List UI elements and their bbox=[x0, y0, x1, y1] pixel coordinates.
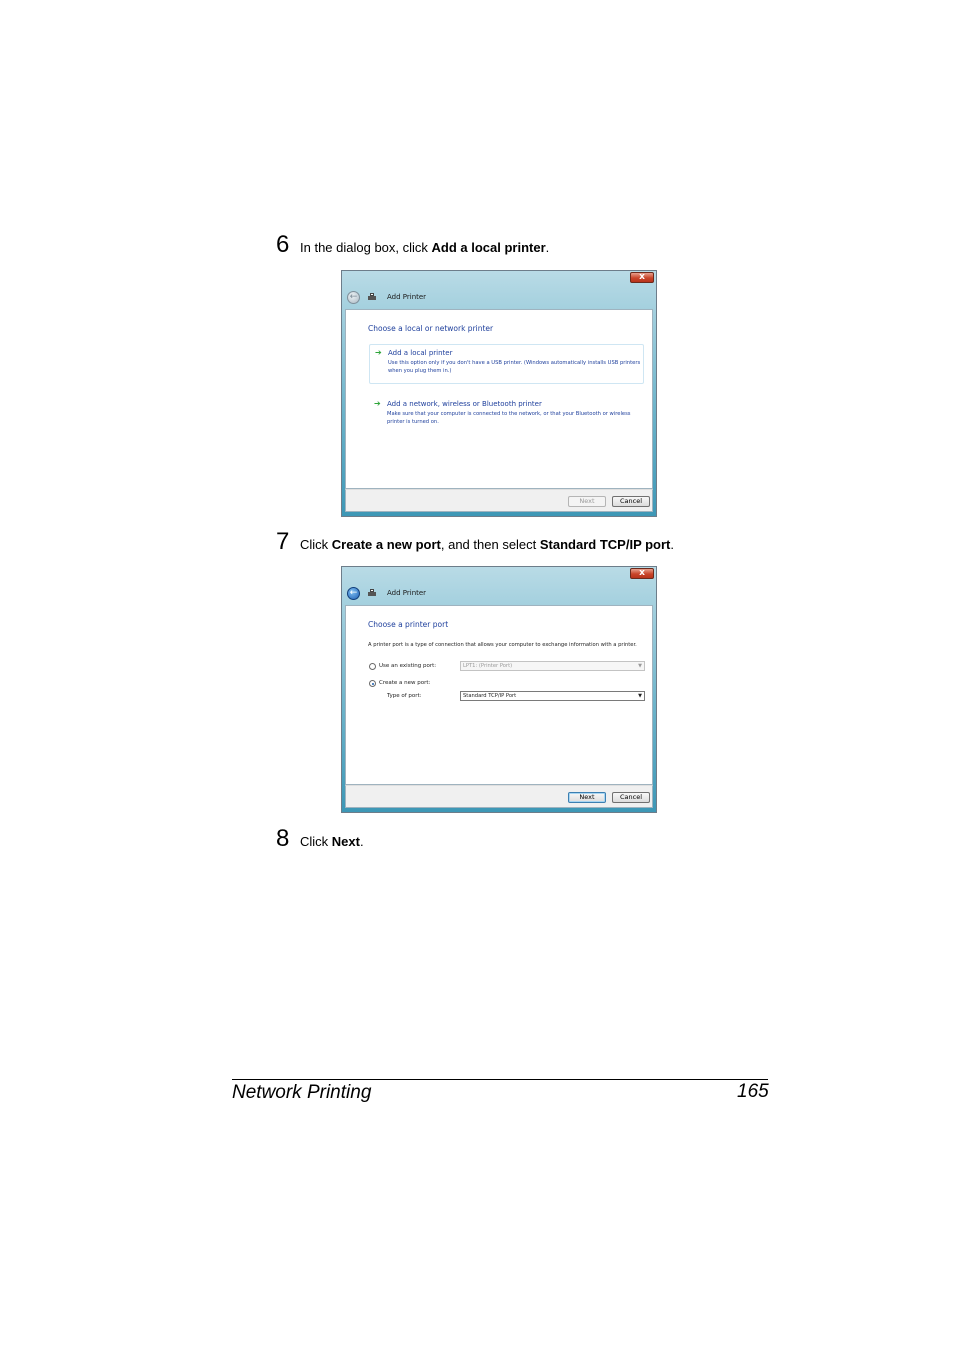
title-bar bbox=[342, 567, 656, 605]
back-button[interactable]: ← bbox=[347, 587, 360, 600]
next-button[interactable]: Next bbox=[568, 792, 606, 803]
close-button[interactable]: x bbox=[630, 272, 654, 283]
add-network-printer-option[interactable] bbox=[369, 396, 644, 432]
footer-divider bbox=[232, 1079, 768, 1080]
add-printer-dialog-2 bbox=[341, 566, 657, 813]
back-button[interactable]: ← bbox=[347, 291, 360, 304]
page-number: 165 bbox=[737, 1081, 769, 1102]
existing-port-label: Use an existing port: bbox=[379, 663, 437, 669]
existing-port-select[interactable] bbox=[460, 661, 645, 671]
dialog-heading: Choose a printer port bbox=[368, 620, 449, 629]
step-number: 6 bbox=[276, 231, 290, 258]
printer-icon bbox=[368, 293, 376, 301]
step-number: 8 bbox=[276, 825, 290, 852]
existing-port-radio[interactable] bbox=[369, 663, 376, 670]
footer-section-title: Network Printing bbox=[232, 1082, 372, 1103]
port-description: A printer port is a type of connection that allows your computer to exchange information with a printer. bbox=[368, 642, 637, 648]
step-instruction: In the dialog box, click Add a local printer. bbox=[300, 240, 550, 255]
dialog-content bbox=[345, 309, 653, 489]
option-description: Make sure that your computer is connected to the network, or that your Bluetooth or wireless printer is turned on. bbox=[387, 411, 631, 425]
next-button[interactable]: Next bbox=[568, 496, 606, 507]
type-of-port-label: Type of port: bbox=[387, 693, 422, 699]
create-new-port-radio[interactable] bbox=[369, 680, 376, 687]
dialog-heading: Choose a local or network printer bbox=[368, 324, 494, 333]
add-local-printer-option[interactable] bbox=[369, 344, 644, 384]
cancel-button[interactable]: Cancel bbox=[612, 496, 650, 507]
option-description: Use this option only if you don't have a USB printer. (Windows automatically installs USB printers when you plug them in.) bbox=[388, 360, 641, 374]
green-arrow-icon: ➔ bbox=[374, 399, 381, 408]
type-of-port-value: Standard TCP/IP Port bbox=[463, 693, 517, 699]
chevron-down-icon: ▼ bbox=[638, 663, 642, 669]
printer-icon bbox=[368, 589, 376, 597]
existing-port-value: LPT1: (Printer Port) bbox=[463, 663, 513, 669]
create-new-port-label: Create a new port: bbox=[379, 680, 431, 686]
dialog-title: Add Printer bbox=[387, 293, 427, 301]
close-button[interactable]: x bbox=[630, 568, 654, 579]
step-number: 7 bbox=[276, 528, 290, 555]
cancel-button[interactable]: Cancel bbox=[612, 792, 650, 803]
step-instruction: Click Next. bbox=[300, 834, 364, 849]
dialog-title: Add Printer bbox=[387, 589, 427, 597]
option-title: Add a network, wireless or Bluetooth printer bbox=[387, 400, 542, 408]
type-of-port-select[interactable] bbox=[460, 691, 645, 701]
dialog-footer bbox=[345, 489, 653, 512]
dialog-footer bbox=[345, 785, 653, 808]
option-title: Add a local printer bbox=[388, 349, 453, 357]
title-bar bbox=[342, 271, 656, 309]
step-instruction: Click Create a new port, and then select Standard TCP/IP port. bbox=[300, 537, 675, 552]
green-arrow-icon: ➔ bbox=[375, 348, 382, 357]
chevron-down-icon: ▼ bbox=[638, 693, 642, 699]
dialog-content bbox=[345, 605, 653, 785]
add-printer-dialog-1 bbox=[341, 270, 657, 517]
